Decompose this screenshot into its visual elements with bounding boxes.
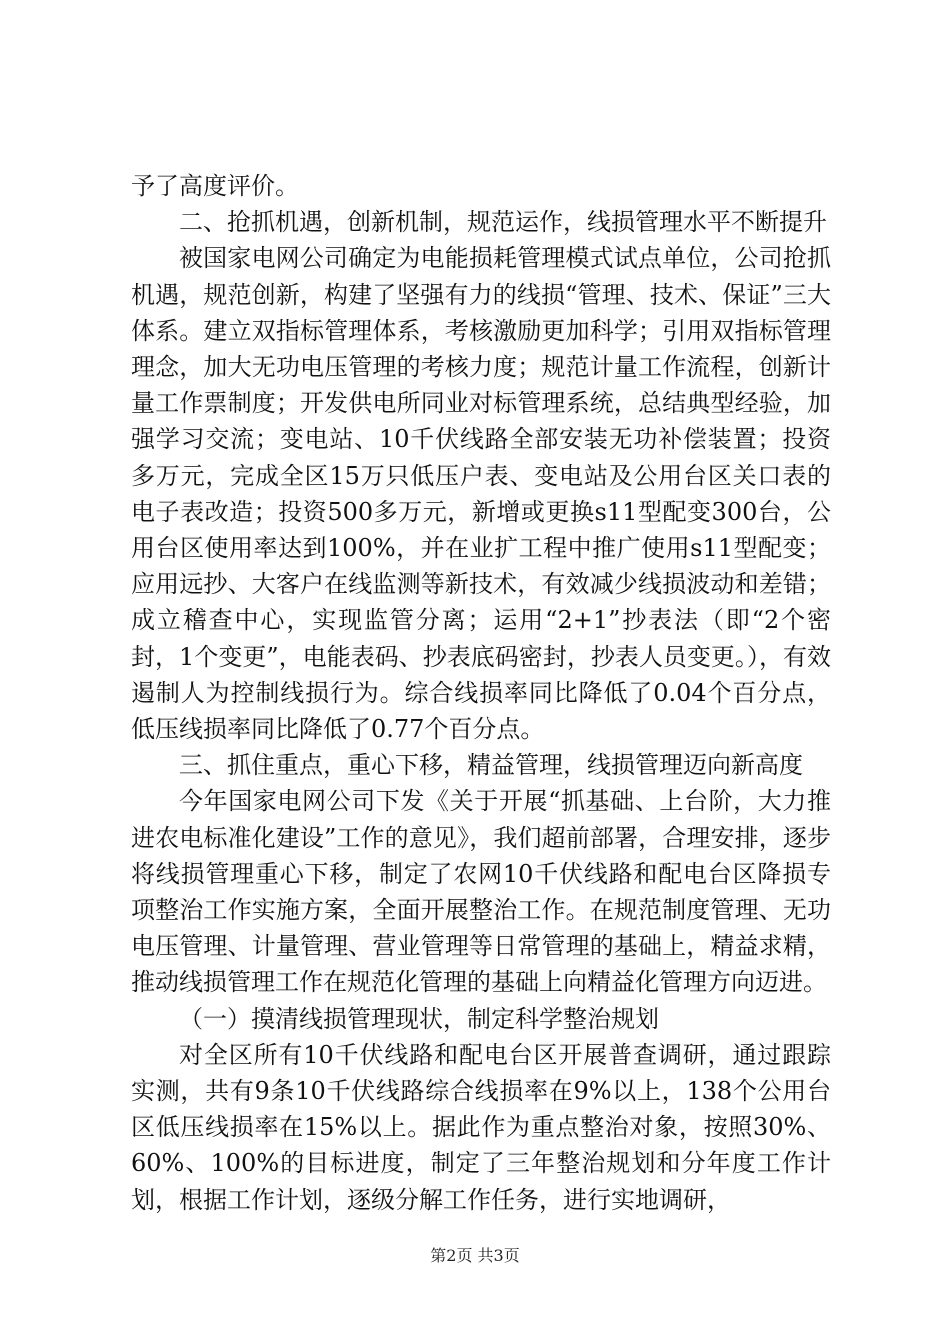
page-footer: 第2页 共3页 — [430, 1246, 520, 1265]
section-heading-two: 二、抢抓机遇，创新机制，规范运作，线损管理水平不断提升 — [179, 208, 827, 237]
subsection-heading-one: （一）摸清线损管理现状，制定科学整治规划 — [179, 1004, 659, 1033]
paragraph-subsection-one: 对全区所有10千伏线路和配电台区开展普查调研，通过跟踪实测，共有9条10千伏线路综合线损率在9%以上，138个公用台区低压线损率在15%以上。据此作为重点整治对象，按照30%、60%、100%的目标进度，制定了三年整治规划和分年度工作计划，根据工作计划，逐级分解工作任务，进行实地调研， — [131, 1040, 831, 1214]
paragraph-section-three: 今年国家电网公司下发《关于开展“抓基础、上台阶，大力推进农电标准化建设”工作的意见》，我们超前部署，合理安排，逐步将线损管理重心下移，制定了农网10千伏线路和配电台区降损专项整治工作实施方案，全面开展整治工作。在规范制度管理、无功电压管理、计量管理、营业管理等日常管理的基础上，精益求精，推动线损管理工作在规范化管理的基础上向精益化管理方向迈进。 — [131, 787, 831, 997]
section-heading-three: 三、抓住重点，重心下移，精益管理，线损管理迈向新高度 — [179, 751, 803, 780]
paragraph-continuation: 予了高度评价。 — [131, 172, 299, 200]
paragraph-section-two: 被国家电网公司确定为电能损耗管理模式试点单位，公司抢抓机遇，规范创新，构建了坚强有力的线损“管理、技术、保证”三大体系。建立双指标管理体系，考核激励更加科学；引用双指标管理理念，加大无功电压管理的考核力度；规范计量工作流程，创新计量工作票制度；开发供电所同业对标管理系统，总结典型经验，加强学习交流；变电站、10千伏线路全部安装无功补偿装置；投资多万元，完成全区15万只低压户表、变电站及公用台区关口表的电子表改造；投资500多万元，新增或更换s11型配变300台，公用台区使用率达到100%，并在业扩工程中推广使用s11型配变；应用远抄、大客户在线监测等新技术，有效减少线损波动和差错；成立稽查中心，实现监管分离；运用“2+1”抄表法（即“2个密封，1个变更”，电能表码、抄表底码密封，抄表人员变更。），有效遏制人为控制线损行为。综合线损率同比降低了0.04个百分点，低压线损率同比降低了0.77个百分点。 — [131, 244, 831, 744]
document-body — [131, 168, 831, 1218]
